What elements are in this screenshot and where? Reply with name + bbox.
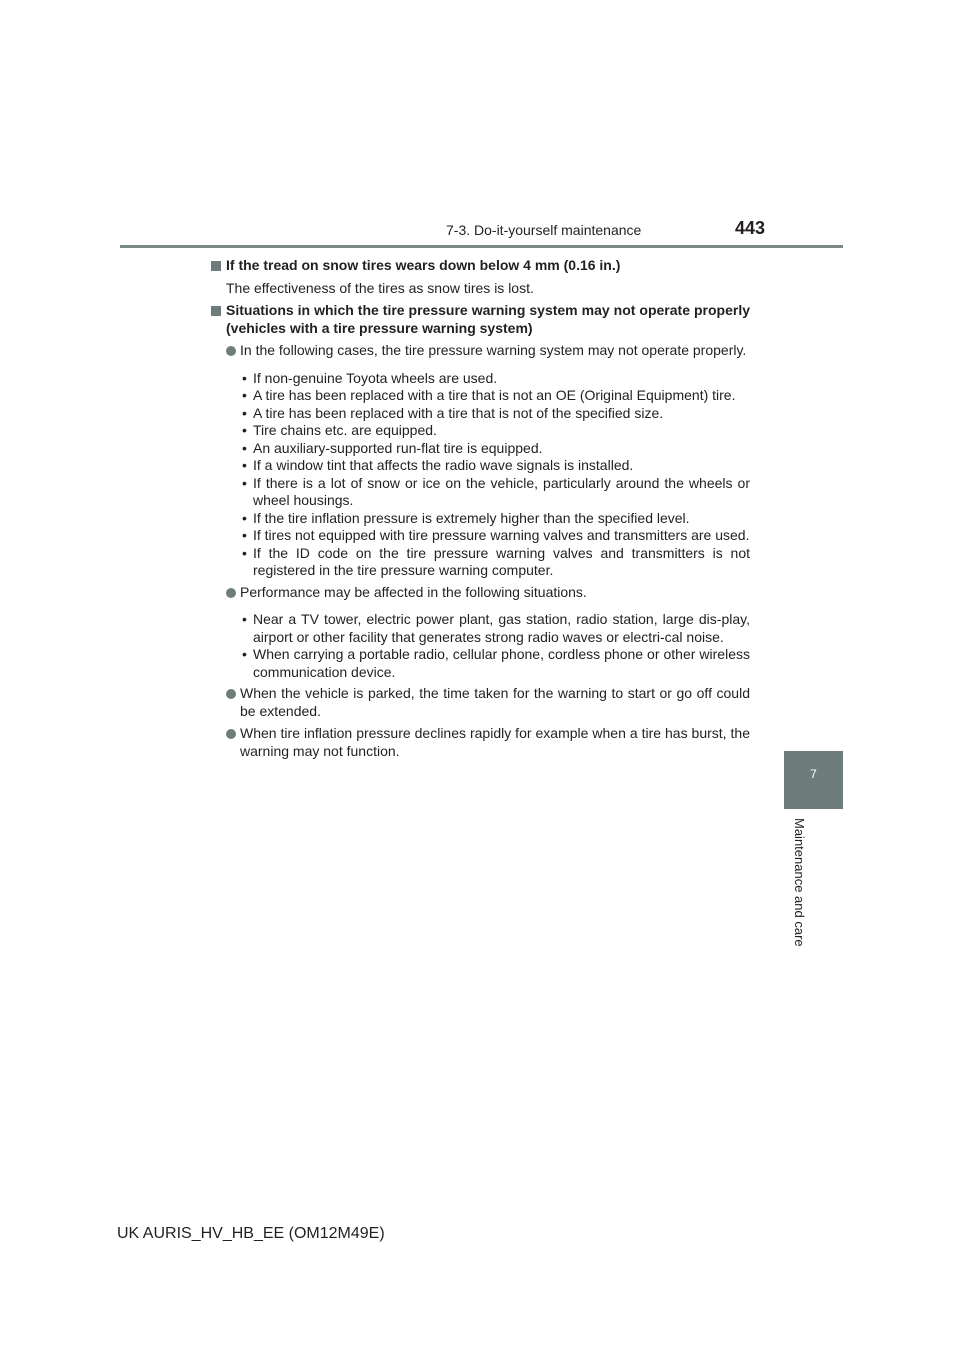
bullet-dot-icon: •: [242, 422, 247, 438]
list-item: [211, 510, 750, 528]
bullet-dot-icon: •: [242, 646, 247, 662]
list-item: [211, 457, 750, 475]
list-item: [211, 387, 750, 405]
square-bullet-icon: [211, 306, 221, 316]
list-item-text: If the ID code on the tire pressure warning valves and transmitters is not registered in the tire pressure warning computer.: [253, 544, 750, 578]
header-divider: [120, 245, 843, 248]
circle-item-text: In the following cases, the tire pressure warning system may not operate properly.: [240, 342, 747, 358]
section-heading: [211, 302, 750, 337]
header-section-title: 7-3. Do-it-yourself maintenance: [446, 222, 642, 238]
bullet-dot-icon: •: [242, 387, 247, 403]
list-item: [211, 475, 750, 510]
list-item: [211, 611, 750, 646]
circle-item: [211, 584, 750, 602]
paragraph: The effectiveness of the tires as snow tires is lost.: [226, 279, 534, 296]
bullet-dot-icon: •: [242, 544, 247, 561]
bullet-dot-icon: •: [242, 369, 247, 386]
circle-item: [211, 342, 750, 360]
section-heading: [211, 257, 750, 275]
bullet-dot-icon: •: [242, 457, 247, 473]
document-code: UK AURIS_HV_HB_EE (OM12M49E): [117, 1225, 385, 1242]
list-item-text: When carrying a portable radio, cellular phone, cordless phone or other wireless communication device.: [253, 646, 750, 680]
chapter-title: Maintenance and care: [792, 818, 807, 947]
circle-item: [211, 725, 750, 760]
list-item-text: If tires not equipped with tire pressure warning valves and transmitters are used.: [253, 527, 750, 543]
circle-bullet-icon: [226, 588, 236, 598]
bullet-dot-icon: •: [242, 474, 247, 491]
list-item-text: An auxiliary-supported run-flat tire is equipped.: [253, 439, 543, 456]
list-item: [211, 646, 750, 681]
list-item: [211, 527, 750, 545]
list-item: [211, 422, 750, 440]
list-item-text: A tire has been replaced with a tire that is not of the specified size.: [253, 404, 664, 421]
list-item-text: If a window tint that affects the radio wave signals is installed.: [253, 457, 634, 473]
circle-item-text: When tire inflation pressure declines rapidly for example when a tire has burst, the warning may not function.: [240, 725, 750, 759]
section-heading-text: If the tread on snow tires wears down below 4 mm (0.16 in.): [226, 257, 621, 273]
list-item-text: If non-genuine Toyota wheels are used.: [253, 369, 498, 386]
chapter-number: 7: [810, 767, 817, 781]
bullet-dot-icon: •: [242, 509, 247, 526]
page-content: [211, 257, 750, 765]
chapter-tab: [784, 751, 843, 809]
bullet-list: [211, 370, 750, 580]
list-item: [211, 440, 750, 458]
circle-bullet-icon: [226, 729, 236, 739]
circle-item-text: Performance may be affected in the following situations.: [240, 583, 587, 600]
circle-item: [211, 685, 750, 720]
list-item: [211, 370, 750, 388]
circle-bullet-icon: [226, 689, 236, 699]
bullet-dot-icon: •: [242, 611, 247, 627]
bullet-list: [211, 611, 750, 681]
list-item-text: A tire has been replaced with a tire that is not an OE (Original Equipment) tire.: [253, 387, 736, 403]
list-item-text: Near a TV tower, electric power plant, gas station, radio station, large dis-play, airport or other facility that generates strong radio waves or electri-cal noise.: [253, 611, 750, 645]
bullet-dot-icon: •: [242, 404, 247, 421]
bullet-dot-icon: •: [242, 527, 247, 543]
circle-bullet-icon: [226, 346, 236, 356]
square-bullet-icon: [211, 261, 221, 271]
list-item-text: Tire chains etc. are equipped.: [253, 422, 437, 438]
section-heading-text: Situations in which the tire pressure warning system may not operate properly (vehicles with a tire pressure warning system): [226, 302, 750, 336]
list-item-text: If the tire inflation pressure is extremely higher than the specified level.: [253, 509, 690, 526]
list-item: [211, 545, 750, 580]
list-item-text: If there is a lot of snow or ice on the vehicle, particularly around the wheels or wheel housings.: [253, 474, 750, 508]
circle-item-text: When the vehicle is parked, the time taken for the warning to start or go off could be extended.: [240, 685, 750, 719]
page-number: 443: [735, 218, 766, 238]
list-item: [211, 405, 750, 423]
bullet-dot-icon: •: [242, 439, 247, 456]
